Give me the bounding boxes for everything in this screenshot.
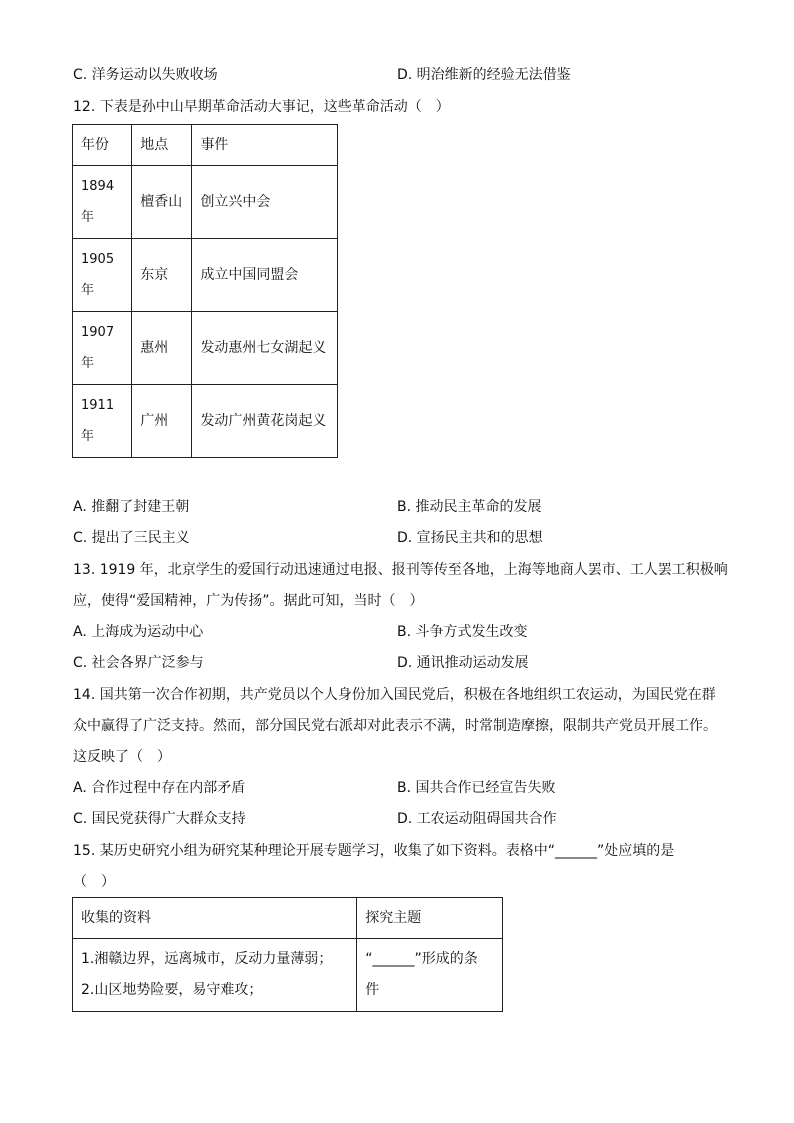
year-cell: 1907 年	[73, 312, 132, 385]
year-cell: 1894 年	[73, 166, 132, 239]
q13-option-d: D. 通讯推动运动发展	[397, 655, 529, 671]
q12-table	[72, 124, 338, 458]
year-cell: 1911 年	[73, 385, 132, 458]
table-row	[73, 385, 338, 458]
q12-stem: 12. 下表是孙中山早期革命活动大事记，这些革命活动（ ）	[73, 99, 450, 115]
q11-option-c: C. 洋务运动以失败收场	[73, 67, 218, 83]
q12-option-d: D. 宣扬民主共和的思想	[397, 530, 543, 546]
q14-stem-line1: 14. 国共第一次合作初期，共产党员以个人身份加入国民党后，积极在各地组织工农运动，为国民党在群	[73, 687, 716, 703]
header-year: 年份	[73, 125, 132, 166]
q13-option-b: B. 斗争方式发生改变	[397, 624, 528, 640]
table-row	[73, 939, 503, 1012]
table-row	[73, 312, 338, 385]
place-cell: 东京	[132, 239, 192, 312]
q13-option-c: C. 社会各界广泛参与	[73, 655, 204, 671]
q14-option-b: B. 国共合作已经宣告失败	[397, 780, 556, 796]
materials-cell: 1.湘赣边界，远离城市，反动力量薄弱； 2.山区地势险要，易守难攻；	[73, 939, 357, 1012]
q14-stem-line2: 众中赢得了广泛支持。然而，部分国民党右派却对此表示不满，时常制造摩擦，限制共产党员开展工作。	[73, 718, 717, 734]
place-cell: 惠州	[132, 312, 192, 385]
q14-option-c: C. 国民党获得广大群众支持	[73, 811, 246, 827]
event-cell: 成立中国同盟会	[192, 239, 338, 312]
table-row	[73, 239, 338, 312]
q14-option-d: D. 工农运动阻碍国共合作	[397, 811, 557, 827]
place-cell: 广州	[132, 385, 192, 458]
table-header-row	[73, 898, 503, 939]
event-cell: 创立兴中会	[192, 166, 338, 239]
place-cell: 檀香山	[132, 166, 192, 239]
q13-stem-line2: 应，使得“爱国精神，广为传扬”。据此可知，当时（ ）	[73, 593, 424, 609]
q15-stem-line1: 15. 某历史研究小组为研究某种理论开展专题学习，收集了如下资料。表格中“______”处应填的是	[73, 843, 675, 859]
q14-option-a: A. 合作过程中存在内部矛盾	[73, 780, 246, 796]
q12-option-c: C. 提出了三民主义	[73, 530, 190, 546]
table-header-row	[73, 125, 338, 166]
q15-stem-line2: （ ）	[73, 874, 115, 890]
header-topic: 探究主题	[357, 898, 503, 939]
q12-option-a: A. 推翻了封建王朝	[73, 499, 190, 515]
topic-cell: “______”形成的条 件	[357, 939, 503, 1012]
q11-option-d: D. 明治维新的经验无法借鉴	[397, 67, 571, 83]
q14-stem-line3: 这反映了（ ）	[73, 749, 171, 765]
q13-option-a: A. 上海成为运动中心	[73, 624, 204, 640]
q13-stem-line1: 13. 1919 年，北京学生的爱国行动迅速通过电报、报刊等传至各地，上海等地商人罢市、工人罢工积极响	[73, 562, 728, 578]
q15-table	[72, 897, 503, 1012]
event-cell: 发动广州黄花岗起义	[192, 385, 338, 458]
header-materials: 收集的资料	[73, 898, 357, 939]
year-cell: 1905 年	[73, 239, 132, 312]
q12-option-b: B. 推动民主革命的发展	[397, 499, 542, 515]
event-cell: 发动惠州七女湖起义	[192, 312, 338, 385]
header-place: 地点	[132, 125, 192, 166]
table-row	[73, 166, 338, 239]
header-event: 事件	[192, 125, 338, 166]
